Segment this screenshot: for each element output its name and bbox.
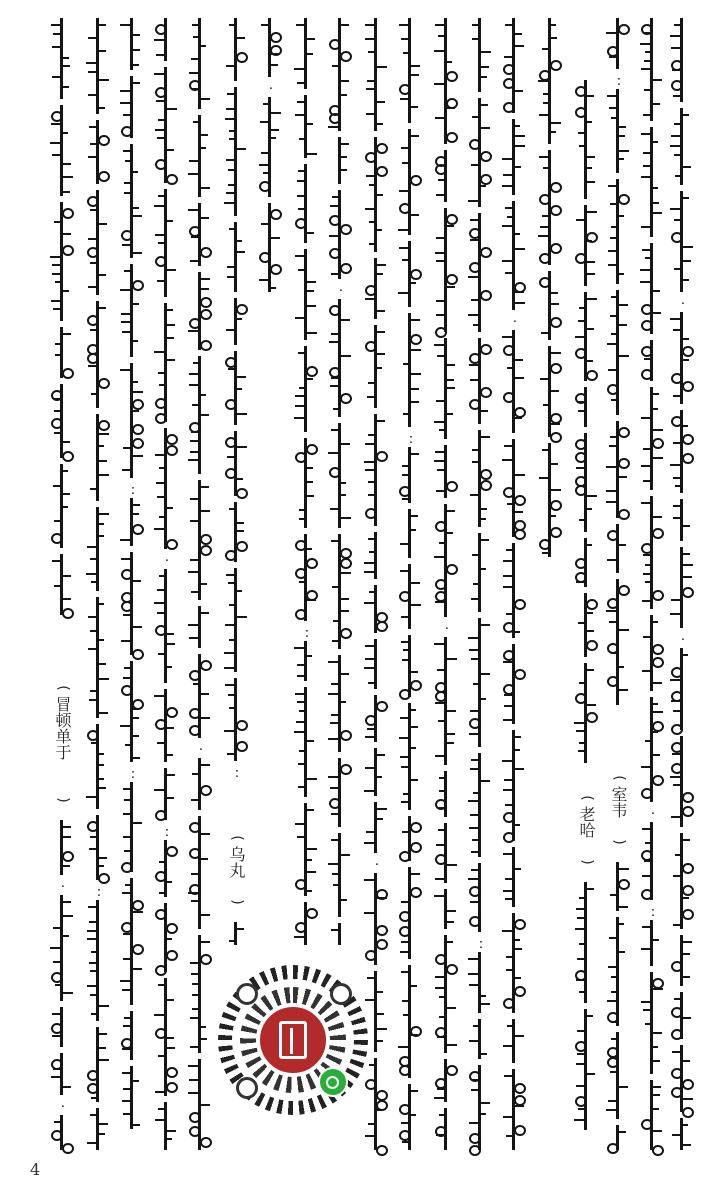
mongolian-word (51, 384, 75, 458)
mongolian-word (225, 298, 249, 345)
mongolian-word (51, 820, 75, 875)
mongolian-word (329, 833, 353, 917)
mongolian-word (121, 1066, 145, 1129)
mongolian-word (225, 431, 249, 496)
mongolian-word (155, 67, 179, 183)
mongolian-word (295, 249, 319, 340)
open-paren: ( (579, 795, 595, 801)
mongolian-word (539, 443, 563, 557)
mongolian-word (259, 203, 283, 292)
mongolian-word (399, 635, 423, 697)
mongolian-word (329, 423, 353, 528)
punctuation-mark: : (650, 905, 656, 920)
mongolian-word (87, 597, 111, 718)
mongolian-word (87, 18, 111, 114)
mongolian-word (435, 771, 459, 817)
mongolian-word (329, 18, 353, 131)
mongolian-word (641, 615, 665, 691)
punctuation-mark: : (164, 825, 170, 840)
mongolian-word (641, 243, 665, 334)
text-column (638, 0, 668, 1196)
mongolian-word (399, 447, 423, 503)
mongolian-word (155, 18, 179, 61)
mongolian-word (399, 241, 423, 307)
punctuation-mark: · (444, 622, 450, 637)
mongolian-word (189, 816, 213, 929)
text-column (668, 0, 698, 1196)
text-column (604, 0, 634, 1196)
mongolian-word (469, 338, 493, 424)
mongolian-word (87, 1027, 111, 1102)
mongolian-word (329, 190, 353, 279)
mongolian-word (121, 264, 145, 357)
punctuation-mark: · (164, 554, 170, 569)
wechat-miniprogram-icon (318, 1067, 348, 1097)
text-column (432, 0, 462, 1196)
mongolian-word (51, 1007, 75, 1047)
mongolian-word (469, 430, 493, 527)
mongolian-word (575, 538, 599, 587)
mongolian-word (329, 534, 353, 649)
mongolian-word (155, 689, 179, 762)
mongolian-word (469, 1019, 493, 1059)
punctuation-mark: · (680, 633, 686, 648)
mongolian-word (399, 509, 423, 558)
mongolian-word (435, 504, 459, 617)
open-paren: ( (611, 775, 627, 781)
mongolian-word (365, 585, 389, 633)
text-column (84, 0, 114, 1196)
mongolian-word (87, 507, 111, 591)
mongolian-word (575, 387, 599, 427)
mongolian-word (87, 120, 111, 184)
mongolian-word (671, 191, 695, 292)
close-paren: ) (611, 839, 627, 845)
mongolian-word (641, 920, 665, 966)
mongolian-word (539, 150, 563, 265)
mongolian-word (295, 803, 319, 896)
mongolian-word (435, 1059, 459, 1102)
mongolian-word (607, 524, 631, 573)
text-column (48, 0, 78, 1196)
punctuation-mark: · (512, 315, 518, 330)
open-paren: ( (229, 835, 245, 841)
mongolian-word (365, 802, 389, 853)
mongolian-word (295, 641, 319, 681)
mongolian-word (399, 129, 423, 235)
mongolian-word (435, 935, 459, 1053)
qr-finder-dot (330, 983, 352, 1005)
punctuation-mark: · (374, 858, 380, 873)
mongolian-word (607, 917, 631, 1026)
mongolian-word (51, 202, 75, 321)
mongolian-word (329, 655, 353, 752)
mongolian-word (259, 97, 283, 197)
mongolian-word (575, 882, 599, 1003)
mongolian-word (225, 502, 249, 562)
punctuation-mark: · (60, 880, 66, 895)
mongolian-word (121, 878, 145, 1005)
mongolian-word (671, 312, 695, 404)
mongolian-word (641, 822, 665, 900)
mongolian-word (671, 736, 695, 827)
mongolian-word (121, 144, 145, 258)
mongolian-word (155, 428, 179, 549)
mongolian-word (155, 840, 179, 897)
mongolian-word (121, 363, 145, 478)
mongolian-word (641, 127, 665, 237)
mongolian-word (155, 978, 179, 1096)
mongolian-word (575, 433, 599, 532)
mongolian-word (87, 301, 111, 408)
mongolian-word (671, 648, 695, 730)
han-gloss: 老哈 (577, 806, 596, 838)
mongolian-word (435, 208, 459, 332)
mongolian-word (87, 900, 111, 1021)
mongolian-word (329, 299, 353, 417)
mongolian-word (189, 356, 213, 474)
mongolian-word (399, 965, 423, 1078)
punctuation-mark: · (650, 807, 656, 822)
mongolian-word (503, 119, 527, 195)
mongolian-word (155, 303, 179, 422)
mongolian-word (469, 18, 493, 92)
punctuation-mark: · (60, 1100, 66, 1115)
mongolian-word (671, 1045, 695, 1112)
mongolian-word (155, 189, 179, 297)
page-number: 4 (30, 1160, 41, 1179)
mongolian-word (469, 98, 493, 207)
mongolian-word (51, 1053, 75, 1095)
mongolian-word (575, 80, 599, 199)
mongolian-word (641, 697, 665, 802)
mongolian-word (365, 639, 389, 689)
mongolian-word (225, 87, 249, 216)
mongolian-word (155, 768, 179, 820)
mongolian-word (225, 678, 249, 761)
mongolian-word (469, 863, 493, 932)
mongolian-word (259, 18, 283, 77)
qr-finder-dot (236, 983, 258, 1005)
punctuation-mark: : (96, 885, 102, 900)
mongolian-word (503, 644, 527, 724)
mongolian-word (399, 867, 423, 959)
mongolian-word (189, 480, 213, 600)
mongolian-word (503, 439, 527, 537)
mongolian-word (295, 687, 319, 797)
mongolian-word (225, 18, 249, 81)
mongolian-word (155, 903, 179, 972)
mongolian-word (365, 414, 389, 526)
mongolian-word (607, 18, 631, 69)
mongolian-word (671, 833, 695, 929)
mongolian-word (641, 496, 665, 609)
mongolian-word (121, 782, 145, 872)
mongolian-word (435, 823, 459, 883)
punctuation-mark: · (680, 297, 686, 312)
mongolian-word (435, 445, 459, 498)
text-column (396, 0, 426, 1196)
mongolian-word (399, 1084, 423, 1150)
mongolian-word (469, 618, 493, 747)
mongolian-word (87, 190, 111, 295)
qr-finder-dot (236, 1077, 258, 1099)
mongolian-word (607, 862, 631, 911)
mongolian-word (365, 258, 389, 319)
mongolian-word (503, 847, 527, 907)
mongolian-word (155, 1102, 179, 1150)
mongolian-word (295, 346, 319, 432)
mongolian-word (87, 414, 111, 501)
mongolian-word (189, 203, 213, 266)
mongolian-word (121, 76, 145, 138)
mongolian-word (225, 922, 249, 945)
mongolian-word (575, 292, 599, 381)
text-column (536, 0, 566, 1196)
mongolian-word (539, 271, 563, 340)
mongolian-word (121, 498, 145, 546)
mongolian-word (435, 18, 459, 144)
mongolian-word (189, 758, 213, 810)
mongolian-word (671, 499, 695, 541)
mongolian-word (365, 748, 389, 796)
mongolian-word (503, 18, 527, 113)
mongolian-word (575, 663, 599, 763)
mongolian-word (671, 410, 695, 493)
mongolian-word (399, 18, 423, 123)
mongolian-word (225, 568, 249, 672)
mongolian-word (435, 889, 459, 929)
mongolian-word (671, 935, 695, 986)
mongolian-word (503, 1019, 527, 1063)
mongolian-word (503, 913, 527, 1013)
mongolian-word (607, 1125, 631, 1150)
han-gloss: 冒顿单于 (53, 696, 72, 760)
mongolian-word (51, 464, 75, 548)
mongolian-word (671, 18, 695, 102)
mongolian-word (295, 534, 319, 621)
mongolian-word (189, 1059, 213, 1150)
mongolian-word (51, 327, 75, 378)
mongolian-word (607, 290, 631, 415)
mongolian-word (469, 753, 493, 857)
mongolian-word (607, 89, 631, 173)
mongolian-word (329, 758, 353, 827)
mongolian-word (365, 325, 389, 408)
mongolian-word (51, 1115, 75, 1150)
mongolian-word (87, 724, 111, 809)
mongolian-word (539, 346, 563, 437)
mongolian-word (155, 569, 179, 683)
mongolian-word (51, 18, 75, 99)
mongolian-word (399, 313, 423, 427)
punctuation-mark: : (478, 937, 484, 952)
mongolian-word (399, 816, 423, 861)
mongolian-word (503, 543, 527, 638)
mongolian-word (607, 1032, 631, 1119)
mongolian-word (575, 205, 599, 286)
close-paren: ) (579, 859, 595, 865)
mongolian-word (87, 815, 111, 880)
mongolian-word (575, 1009, 599, 1130)
han-gloss: 室韦 (609, 786, 628, 818)
mongolian-word (399, 703, 423, 810)
han-gloss: 乌丸 (227, 846, 246, 878)
mongolian-word (503, 1069, 527, 1150)
qr-code[interactable] (218, 965, 368, 1115)
text-column (186, 0, 216, 1196)
mongolian-word (435, 637, 459, 765)
text-column (500, 0, 530, 1196)
punctuation-mark: · (338, 284, 344, 299)
mongolian-word (469, 213, 493, 332)
mongolian-word (51, 105, 75, 196)
mongolian-word (641, 18, 665, 121)
mongolian-word (503, 201, 527, 310)
mongolian-word (295, 438, 319, 528)
mongolian-word (225, 222, 249, 292)
mongolian-word (121, 552, 145, 655)
mongolian-word (295, 164, 319, 243)
punctuation-mark: : (130, 767, 136, 782)
punctuation-mark: · (198, 743, 204, 758)
mongolian-word (189, 272, 213, 350)
mongolian-word (365, 1058, 389, 1150)
mongolian-word (225, 351, 249, 425)
mongolian-word (365, 695, 389, 742)
mongolian-word (641, 387, 665, 490)
mongolian-word (607, 579, 631, 705)
mongolian-word (469, 952, 493, 1013)
mongolian-word (365, 18, 389, 131)
mongolian-word (671, 1118, 695, 1150)
mongolian-word (435, 338, 459, 439)
mongolian-word (607, 421, 631, 518)
mongolian-word (121, 661, 145, 762)
mongolian-word (189, 606, 213, 648)
punctuation-mark: : (234, 766, 240, 781)
punctuation-mark: : (304, 626, 310, 641)
mongolian-word (469, 1065, 493, 1150)
mongolian-word (121, 18, 145, 70)
mongolian-word (503, 730, 527, 841)
mongolian-word (121, 1011, 145, 1060)
text-column (118, 0, 148, 1196)
mongolian-word (435, 150, 459, 202)
mongolian-word (329, 923, 353, 945)
mongolian-word (399, 564, 423, 629)
close-paren: ) (55, 797, 71, 803)
mongolian-word (575, 593, 599, 657)
mongolian-word (329, 137, 353, 184)
mongolian-word (51, 554, 75, 615)
mongolian-word (435, 1108, 459, 1150)
mongolian-word (641, 972, 665, 1074)
mongolian-word (641, 1080, 665, 1150)
mongolian-word (295, 902, 319, 945)
mongolian-word (671, 108, 695, 185)
mongolian-word (671, 547, 695, 628)
mongolian-word (469, 533, 493, 612)
punctuation-mark: : (616, 74, 622, 89)
mongolian-word (189, 654, 213, 738)
punctuation-mark: : (130, 483, 136, 498)
punctuation-mark: · (268, 82, 274, 97)
punctuation-mark: : (408, 432, 414, 447)
text-column (152, 0, 182, 1196)
mongolian-word (51, 895, 75, 1001)
close-paren: ) (229, 899, 245, 905)
mongolian-word (189, 935, 213, 1053)
mongolian-word (295, 95, 319, 158)
mongolian-word (641, 340, 665, 381)
mongolian-word (295, 18, 319, 89)
mongolian-word (539, 18, 563, 144)
mongolian-word (503, 330, 527, 433)
mongolian-word (365, 532, 389, 579)
book-icon (279, 1021, 307, 1059)
mongolian-word (189, 18, 213, 109)
mongolian-word (365, 137, 389, 252)
mongolian-word (365, 971, 389, 1052)
mongolian-word (607, 179, 631, 284)
mongolian-word (189, 115, 213, 197)
text-column (466, 0, 496, 1196)
open-paren: ( (55, 685, 71, 691)
mongolian-word (365, 873, 389, 965)
text-column (572, 0, 602, 1196)
mongolian-word (671, 992, 695, 1039)
mongolian-word (87, 1108, 111, 1150)
